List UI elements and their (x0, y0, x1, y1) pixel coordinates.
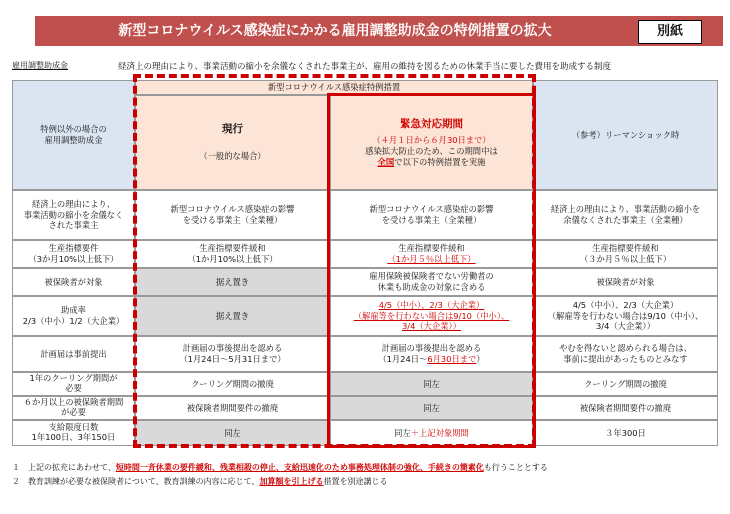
current-header (135, 95, 330, 190)
row1-current: 新型コロナウイルス感染症の影響 を受ける事業主（全業種） (135, 190, 330, 240)
lehman-header: （参考）リーマンショック時 (533, 80, 718, 190)
row5-emergency-line2a: （1月24日～ (378, 354, 428, 364)
emergency-title: 緊急対応期間 (400, 117, 463, 130)
row4-emergency-line1: 4/5（中小）、2/3（大企業） (378, 299, 485, 310)
note-2-prefix: ２ 教育訓練が必要な被保険者について、教育訓練の内容に応じて、 (12, 477, 260, 486)
current-subtitle: （一般的な場合） (199, 150, 266, 161)
row2-emergency-line1: 生産指標要件緩和 (398, 243, 465, 254)
row5-lehman: やむを得ないと認められる場合は、 事前に提出があったものとみなす (533, 336, 718, 372)
row6-label: 1年のクーリング期間が 必要 (12, 372, 135, 396)
note-2 (12, 476, 388, 487)
row1-lehman: 経済上の理由により、事業活動の縮小を 余儀なくされた事業主（全業種） (533, 190, 718, 240)
row5-current: 計画届の事後提出を認める （1月24日～5月31日まで） (135, 336, 330, 372)
description: 経済上の理由により、事業活動の縮小を余儀なくされた事業主が、雇用の維持を図るための休業手当に要した費用を助成する制度 (118, 62, 612, 72)
row4-lehman: 4/5（中小）、2/3（大企業） （解雇等を行わない場合は9/10（中小）、 3/4（大企業）） (533, 296, 718, 336)
row4-emergency-line3: 3/4（大企業）） (402, 321, 461, 332)
row5-label: 計画届は事前提出 (12, 336, 135, 372)
emergency-period: （４月１日から６月30日まで） (372, 135, 491, 146)
row5-emergency (330, 336, 533, 372)
row3-current: 据え置き (135, 268, 330, 296)
row7-label: ６か月以上の被保険者期間 が必要 (12, 396, 135, 420)
row5-emergency-line2b: 6月30日まで (427, 354, 477, 364)
emergency-emph: 全国 (377, 156, 395, 167)
emergency-desc-2 (378, 157, 486, 168)
special-group-header: 新型コロナウイルス感染症特例措置 (135, 80, 533, 95)
row6-emergency: 同左 (330, 372, 533, 396)
row8-emergency-b: ＋上記対象期間 (410, 427, 469, 438)
row2-emergency-line2: （1か月５％以上低下） (387, 254, 476, 264)
header-row-label: 特例以外の場合の 雇用調整助成金 (12, 80, 135, 190)
row8-current: 同左 (135, 420, 330, 446)
note-2-suffix: 措置を別途講じる (323, 477, 388, 486)
row2-emergency (330, 240, 533, 268)
row6-lehman: クーリング期間の撤廃 (533, 372, 718, 396)
row3-lehman: 被保険者が対象 (533, 268, 718, 296)
row8-lehman: ３年300日 (533, 420, 718, 446)
row2-current: 生産指標要件緩和 （1か月10%以上低下） (135, 240, 330, 268)
row4-emergency (330, 296, 533, 336)
row5-emergency-line2 (378, 354, 484, 365)
note-1-emph: 短時間一斉休業の要件緩和、残業相殺の停止、支給迅速化のため事務処理体制の強化、手続きの簡素化 (115, 463, 484, 472)
row5-emergency-line2c: ） (476, 354, 485, 364)
appendix-label: 別紙 (638, 20, 702, 44)
row1-label: 経済上の理由により、 事業活動の縮小を余儀なく された事業主 (12, 190, 135, 240)
row3-emergency: 雇用保険被保険者でない労働者の 休業も助成金の対象に含める (330, 268, 533, 296)
row4-emergency-line2: （解雇等を行わない場合は9/10（中小）、 (353, 310, 510, 321)
row7-emergency: 同左 (330, 396, 533, 420)
page-title: 新型コロナウイルス感染症にかかる雇用調整助成金の特例措置の拡大 (118, 23, 552, 39)
note-1 (12, 462, 548, 473)
emergency-desc-1: 感染拡大防止のため、この期間中は (365, 145, 498, 156)
row2-lehman: 生産指標要件緩和 （３か月５％以上低下） (533, 240, 718, 268)
emergency-desc-2-text: で以下の特例措置を実施 (394, 156, 486, 167)
row5-emergency-line1: 計画届の事後提出を認める (381, 343, 482, 354)
row3-label: 被保険者が対象 (12, 268, 135, 296)
row7-lehman: 被保険者期間要件の撤廃 (533, 396, 718, 420)
row6-current: クーリング期間の撤廃 (135, 372, 330, 396)
row2-label: 生産指標要件 （3か月10%以上低下） (12, 240, 135, 268)
note-1-prefix: １ 上記の拡充にあわせて、 (12, 463, 116, 472)
row8-label: 支給限度日数 1年100日、3年150日 (12, 420, 135, 446)
row8-emergency-a: 同左 (394, 427, 411, 438)
row8-emergency (330, 420, 533, 446)
note-2-emph: 加算額を引上げる (259, 477, 324, 486)
row4-current: 据え置き (135, 296, 330, 336)
subsidy-label: 雇用調整助成金 (12, 61, 68, 70)
row7-current: 被保険者期間要件の撤廃 (135, 396, 330, 420)
row1-emergency: 新型コロナウイルス感染症の影響 を受ける事業主（全業種） (330, 190, 533, 240)
emergency-header (330, 95, 533, 190)
current-title: 現行 (222, 123, 243, 136)
note-1-suffix: も行うこととする (483, 463, 548, 472)
row4-label: 助成率 2/3（中小）1/2（大企業） (12, 296, 135, 336)
